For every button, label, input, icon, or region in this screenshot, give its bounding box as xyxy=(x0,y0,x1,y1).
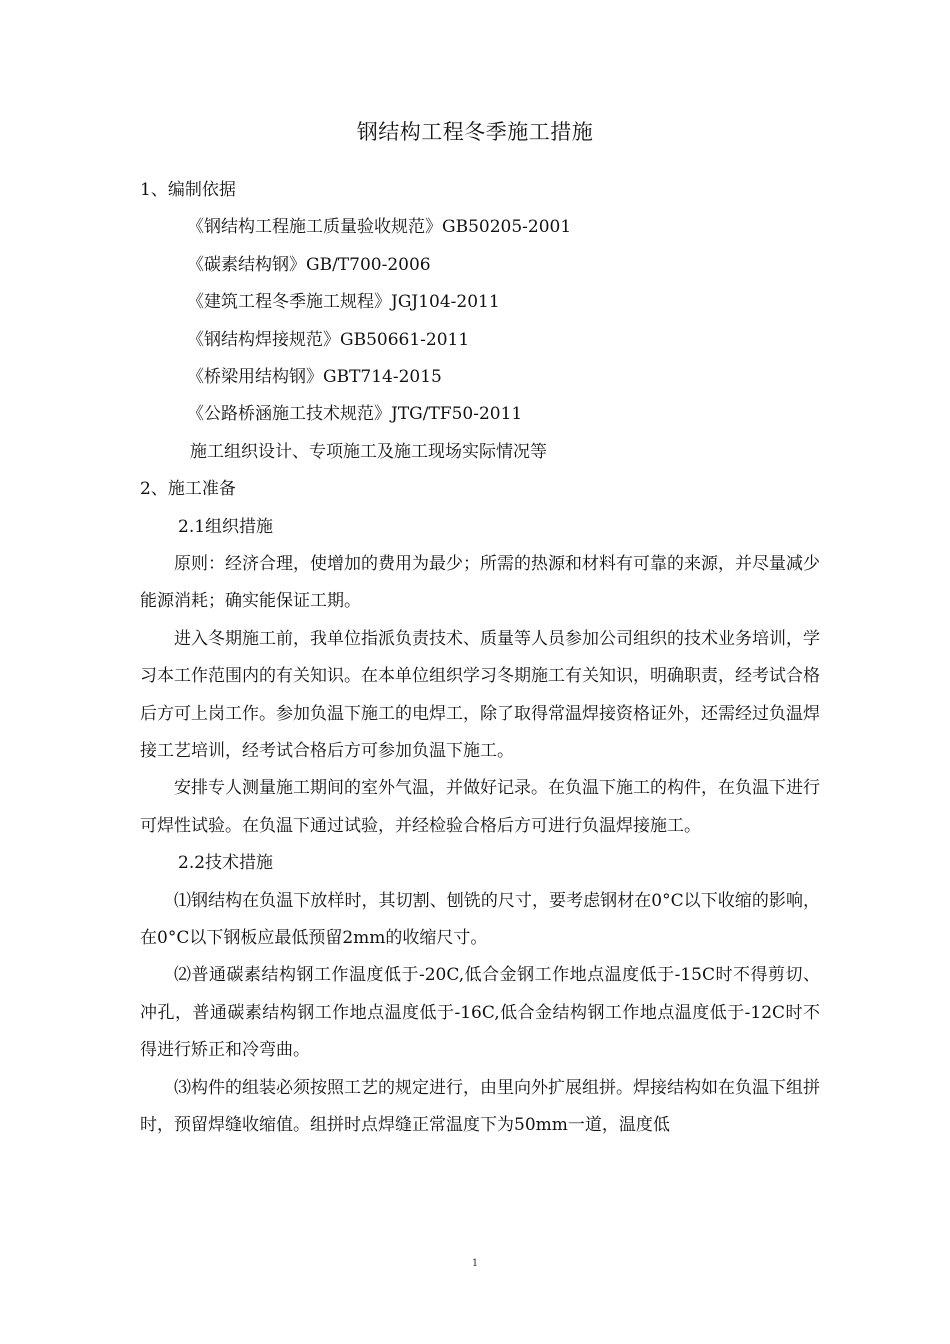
paragraph-assembly: ⑶构件的组装必须按照工艺的规定进行，由里向外扩展组拼。焊接结构如在负温下组拼时，预留焊缝收缩值。组拼时点焊缝正常温度下为50mm一道，温度低 xyxy=(140,1077,820,1135)
reference-note: 施工组织设计、专项施工及施工现场实际情况等 xyxy=(190,441,547,462)
reference-item: 《钢结构工程施工质量验收规范》GB50205-2001 xyxy=(187,217,572,238)
subsection-heading-technical: 2.2技术措施 xyxy=(178,853,274,874)
reference-item: 《碳素结构钢》GB/T700-2006 xyxy=(187,254,431,275)
section-heading-basis: 1、编制依据 xyxy=(140,180,236,200)
reference-item: 《桥梁用结构钢》GBT714-2015 xyxy=(187,366,442,387)
section-heading-preparation: 2、施工准备 xyxy=(140,479,236,500)
document-body xyxy=(140,172,820,1144)
paragraph-principle: 原则：经济合理，使增加的费用为最少；所需的热源和材料有可靠的来源，并尽量减少能源消耗；确实能保证工期。 xyxy=(140,553,820,612)
paragraph-training: 进入冬期施工前，我单位指派负责技术、质量等人员参加公司组织的技术业务培训，学习本工作范围内的有关知识。在本单位组织学习冬期施工有关知识，明确职责，经考试合格后方可上岗工作。参加负温下施工的电焊工，除了取得常温焊接资格证外，还需经过负温焊接工艺培训，经考试合格后方可参加负温下施工。 xyxy=(140,628,820,761)
reference-item: 《建筑工程冬季施工规程》JGJ104-2011 xyxy=(187,292,500,313)
document-title: 钢结构工程冬季施工措施 xyxy=(356,120,594,144)
paragraph-layout-shrinkage: ⑴钢结构在负温下放样时，其切割、刨铣的尺寸，要考虑钢材在0°C以下收缩的影响，在0°C以下钢板应最低预留2mm的收缩尺寸。 xyxy=(140,890,820,948)
paragraph-cutting-limits: ⑵普通碳素结构钢工作温度低于-20C,低合金钢工作地点温度低于-15C时不得剪切、冲孔，普通碳素结构钢工作地点温度低于-16C,低合金结构钢工作地点温度低于-12C时不得进行矫正和冷弯曲。 xyxy=(140,965,820,1061)
paragraph-temperature-record: 安排专人测量施工期间的室外气温，并做好记录。在负温下施工的构件，在负温下进行可焊性试验。在负温下通过试验，并经检验合格后方可进行负温焊接施工。 xyxy=(140,778,820,836)
reference-item: 《公路桥涵施工技术规范》JTG/TF50-2011 xyxy=(187,404,523,425)
reference-item: 《钢结构焊接规范》GB50661-2011 xyxy=(187,329,470,350)
page-number: 1 xyxy=(471,1258,479,1269)
subsection-heading-organization: 2.1组织措施 xyxy=(178,516,274,537)
